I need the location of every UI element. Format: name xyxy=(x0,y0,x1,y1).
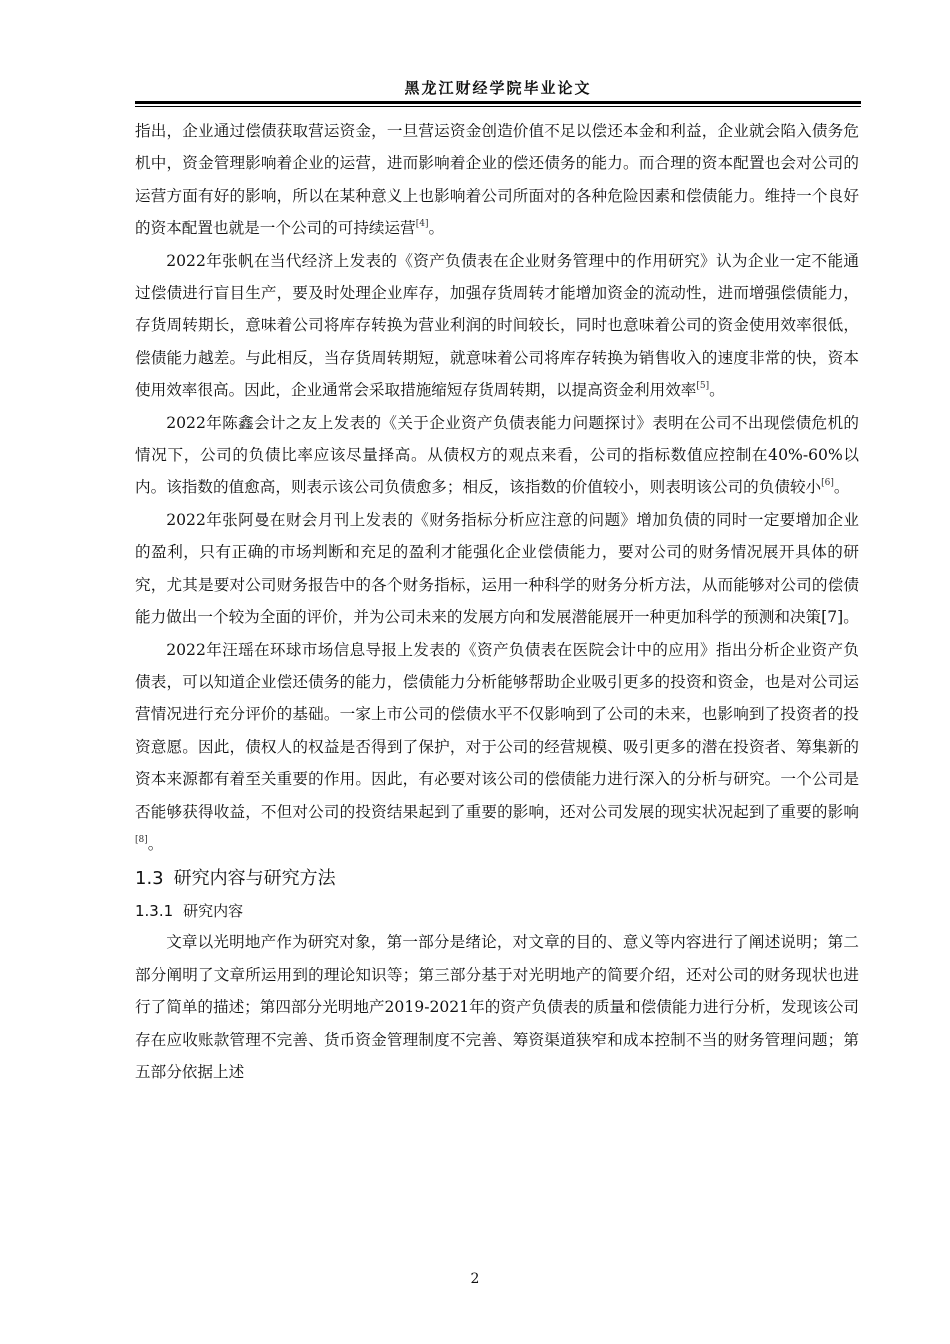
paragraph-end: 。 xyxy=(147,834,164,853)
paragraph-3 xyxy=(135,407,859,504)
running-header: 黑龙江财经学院毕业论文 xyxy=(404,79,592,97)
paragraph-text: 文章以光明地产作为研究对象，第一部分是绪论，对文章的目的、意义等内容进行了阐述说明；第二部分阐明了文章所运用到的理论知识等；第三部分基于对光明地产的简要介绍，还对公司的财务现状也进行了简单的描述；第四部分光明地产2019-2021年的资产负债表的质量和偿债能力进行分析，发现该公司存在应收账款管理不完善、货币资金管理制度不完善、筹资渠道狭窄和成本控制不当的财务管理问题；第五部分依据上述 xyxy=(135,933,859,1081)
paragraph-text: 2022年张阿曼在财会月刊上发表的《财务指标分析应注意的问题》增加负债的同时一定要增加企业的盈利，只有正确的市场判断和充足的盈利才能强化企业偿债能力，要对公司的财务情况展开具体的研究，尤其是要对公司财务报告中的各个财务指标，运用一种科学的财务分析方法，从而能够对公司的偿债能力做出一个较为全面的评价，并为公司未来的发展方向和发展潜能展开一种更加科学的预测和决策[7]。 xyxy=(135,510,859,627)
subsection-number: 1.3.1 xyxy=(135,902,174,921)
paragraph-text: 2022年张帆在当代经济上发表的《资产负债表在企业财务管理中的作用研究》认为企业一定不能通过偿债进行盲目生产，要及时处理企业库存，加强存货周转才能增加资金的流动性，进而增强偿债能力，存货周转期长，意味着公司将库存转换为营业利润的时间较长，同时也意味着公司的资金使用效率很低，偿债能力越差。与此相反，当存货周转期短，就意味着公司将库存转换为销售收入的速度非常的快，资本使用效率很高。因此，企业通常会采取措施缩短存货周转期，以提高资金利用效率 xyxy=(135,251,859,400)
header-rule-thick xyxy=(135,101,861,104)
subsection-title: 研究内容 xyxy=(183,902,244,921)
header-rule-thin xyxy=(135,106,861,107)
paragraph-2 xyxy=(135,245,859,407)
paragraph-5 xyxy=(135,634,859,861)
paragraph-1 xyxy=(135,115,859,245)
page-number: 2 xyxy=(470,1271,480,1287)
subsection-heading xyxy=(135,898,859,924)
citation-marker: [6] xyxy=(821,478,834,489)
citation-marker: [5] xyxy=(696,381,710,392)
section-title: 研究内容与研究方法 xyxy=(173,868,336,890)
body-text xyxy=(135,115,859,1088)
paragraph-end: 。 xyxy=(709,381,725,400)
paragraph-6 xyxy=(135,926,859,1088)
citation-marker: [4] xyxy=(415,219,429,230)
paragraph-end: 。 xyxy=(428,219,445,238)
paragraph-text: 2022年汪瑶在环球市场信息导报上发表的《资产负债表在医院会计中的应用》指出分析企业资产负债表，可以知道企业偿还债务的能力，偿债能力分析能够帮助企业吸引更多的投资和资金，也是对公司运营情况进行充分评价的基础。一家上市公司的偿债水平不仅影响到了公司的未来，也影响到了投资者的投资意愿。因此，债权人的权益是否得到了保护，对于公司的经营规模、吸引更多的潜在投资者、筹集新的资本来源都有着至关重要的作用。因此，有必要对该公司的偿债能力进行深入的分析与研究。一个公司是否能够获得收益，不但对公司的投资结果起到了重要的影响，还对公司发展的现实状况起到了重要的影响 xyxy=(135,640,859,821)
paragraph-end: 。 xyxy=(833,478,850,497)
paragraph-text: 2022年陈鑫会计之友上发表的《关于企业资产负债表能力问题探讨》表明在公司不出现偿债危机的情况下，公司的负债比率应该尽量择高。从债权方的观点来看，公司的指标数值应控制在40%-60%以内。该指数的值愈高，则表示该公司负债愈多；相反，该指数的价值较小，则表明该公司的负债较小 xyxy=(135,413,859,497)
citation-marker: [8] xyxy=(135,834,148,845)
paragraph-4 xyxy=(135,504,859,634)
paragraph-text: 指出，企业通过偿债获取营运资金，一旦营运资金创造价值不足以偿还本金和利益，企业就会陷入债务危机中，资金管理影响着企业的运营，进而影响着企业的偿还债务的能力。而合理的资本配置也会对公司的运营方面有好的影响，所以在某种意义上也影响着公司所面对的各种危险因素和偿债能力。维持一个良好的资本配置也就是一个公司的可持续运营 xyxy=(135,122,859,238)
section-heading xyxy=(135,860,859,898)
section-number: 1.3 xyxy=(135,868,164,890)
